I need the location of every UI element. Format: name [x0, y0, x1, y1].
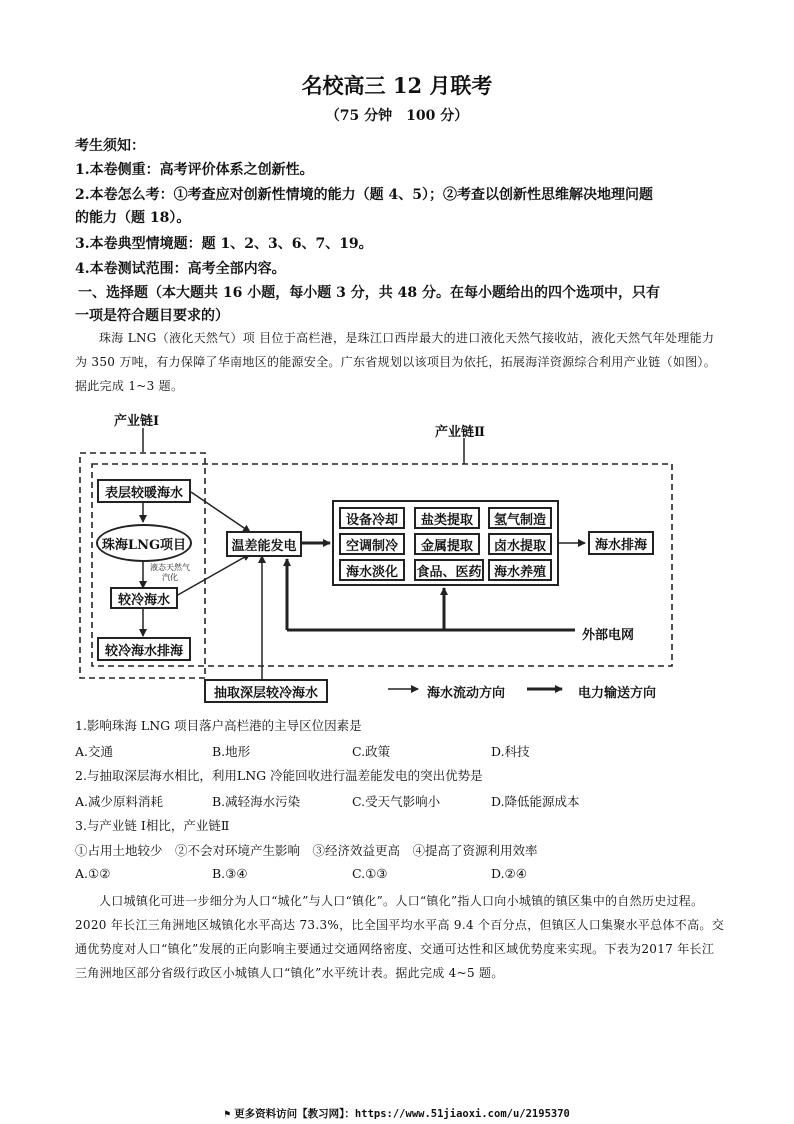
- exam-title: 名校高三 12 月联考: [301, 73, 493, 98]
- cool-discharge-box: 较冷海水排海: [97, 637, 191, 661]
- cell-food-medicine: 食品、医药: [414, 559, 484, 581]
- cell-hydrogen: 氢气制造: [488, 507, 552, 529]
- cell-equipment-cooling: 设备冷却: [339, 507, 405, 529]
- question-2-stem: 2.与抽取深层海水相比，利用LNG 冷能回收进行温差能发电的突出优势是: [75, 768, 483, 783]
- lng-note: [150, 563, 190, 583]
- passage-1: 珠海 LNG（液化天然气）项 目位于高栏港，是珠江口西岸最大的进口液化天然气接收站，液化天然气年处理能力为 350 万吨，有力保障了华南地区的能源安全。广东省规划以该项目为依托，拓展海洋资源综合利用产业链（如图）。据此完成 1~3 题。: [75, 331, 717, 393]
- question-3-statements: ①占用土地较少 ②不会对环境产生影响 ③经济效益更高 ④提高了资源利用效率: [75, 843, 538, 858]
- otec-box: 温差能发电: [226, 531, 302, 557]
- footer-link[interactable]: 更多资料访问【教习网】：https://www.51jiaoxi.com/u/2195370: [234, 1108, 570, 1120]
- lng-project-ellipse: 珠海LNG项目: [96, 524, 192, 562]
- flag-icon: ⚑: [224, 1109, 231, 1120]
- question-1-stem: 1.影响珠海 LNG 项目落户高栏港的主导区位因素是: [75, 718, 362, 733]
- q3-option-c: C.①③: [352, 866, 388, 881]
- lng-note-2: 汽化: [162, 573, 178, 582]
- notice-heading: 考生须知：: [75, 138, 145, 154]
- cell-air-conditioning: 空调制冷: [339, 533, 405, 555]
- cell-brine-extraction: 卤水提取: [488, 533, 552, 555]
- legend-power-label: 电力输送方向: [578, 686, 657, 701]
- q2-option-d: D.降低能源成本: [491, 794, 580, 809]
- exam-subtitle: （75 分钟 100 分）: [325, 108, 469, 124]
- passage-2: 人口城镇化可进一步细分为人口“城化”与人口“镇化”。人口“镇化”指人口向小城镇的镇区集中的自然历史过程。2020 年长江三角洲地区城镇化水平高达 73.3%，比全国平均水平高 9.4 个百分点，但镇区人口集聚水平总体不高。交通优势度对人口“镇化”发展的正向影响主要通过交通网络密度、交通可达性和区域优势度来实现。下表为2017 年长江三角洲地区部分省级行政区小城镇人口“镇化”水平统计表。据此完成 4~5 题。: [75, 894, 725, 980]
- notice-line-2b: 的能力（题 18）。: [75, 210, 191, 226]
- cool-water-box: 较冷海水: [110, 587, 178, 609]
- q1-option-c: C.政策: [352, 744, 391, 759]
- section1-heading-b: 一项是符合题目要求的）: [75, 308, 229, 324]
- q1-option-d: D.科技: [491, 744, 530, 759]
- notice-line-1: 1.本卷侧重：高考评价体系之创新性。: [75, 162, 314, 178]
- q3-option-a: A.①②: [75, 866, 111, 881]
- lng-note-1: 液态天然气: [150, 563, 190, 572]
- seawater-discharge-box: 海水排海: [588, 531, 654, 555]
- notice-line-4: 4.本卷测试范围：高考全部内容。: [75, 261, 286, 277]
- legend-flow-label: 海水流动方向: [427, 686, 506, 701]
- chain2-label: 产业链Ⅱ: [435, 425, 485, 440]
- q2-option-c: C.受天气影响小: [352, 794, 441, 809]
- section1-heading-a: 一、选择题（本大题共 16 小题，每小题 3 分，共 48 分。在每小题给出的四个选项中，只有: [78, 285, 660, 301]
- arrow-surface-to-otec: [191, 492, 250, 532]
- cell-metal-extraction: 金属提取: [414, 533, 480, 555]
- q2-option-a: A.减少原料消耗: [75, 794, 164, 809]
- cell-aquaculture: 海水养殖: [488, 559, 552, 581]
- cell-salt-extraction: 盐类提取: [414, 507, 480, 529]
- q1-option-b: B.地形: [212, 744, 251, 759]
- question-3-stem: 3.与产业链 Ⅰ相比，产业链Ⅱ: [75, 818, 230, 833]
- external-grid-label: 外部电网: [582, 628, 635, 643]
- q3-option-b: B.③④: [212, 866, 248, 881]
- surface-warm-box: 表层较暖海水: [97, 479, 191, 503]
- chain1-label: 产业链Ⅰ: [114, 414, 160, 429]
- deep-water-box: 抽取深层较冷海水: [204, 679, 328, 703]
- footer: [0, 1106, 794, 1121]
- notice-line-2a: 2.本卷怎么考：①考查应对创新性情境的能力（题 4、5）；②考查以创新性思维解决地理问题: [75, 187, 653, 203]
- q1-option-a: A.交通: [75, 744, 114, 759]
- cell-desalination: 海水淡化: [339, 559, 405, 581]
- notice-line-3: 3.本卷典型情境题：题 1、2、3、6、7、19。: [75, 236, 373, 252]
- q2-option-b: B.减轻海水污染: [212, 794, 301, 809]
- q3-option-d: D.②④: [491, 866, 527, 881]
